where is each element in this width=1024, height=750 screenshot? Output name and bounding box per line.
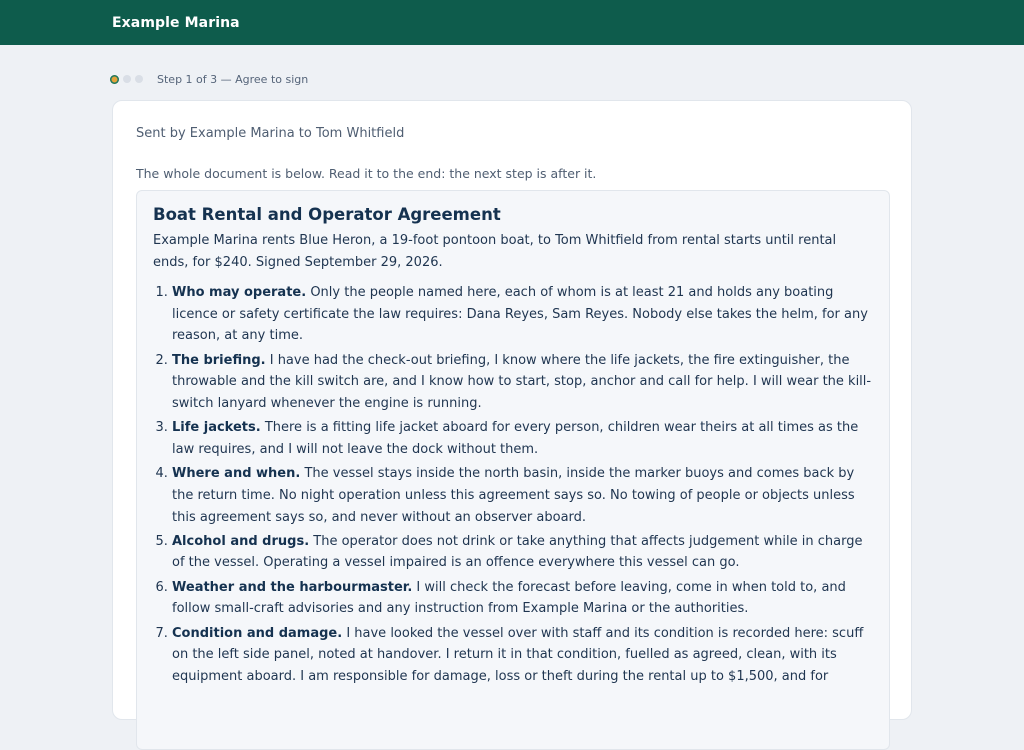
step-indicator xyxy=(110,72,308,86)
clause-text: There is a fitting life jacket aboard for every person, children wear theirs at all times as the law requires, and I will not leave the dock without them. xyxy=(172,420,859,457)
clause-item xyxy=(172,463,873,528)
document-title: Boat Rental and Operator Agreement xyxy=(153,205,501,224)
clause-text: The operator does not drink or take anything that affects judgement while in charge of the vessel. Operating a vessel impaired is an offence everywhere this vessel can go. xyxy=(172,533,863,571)
clause-item xyxy=(172,350,873,415)
agreement-document[interactable] xyxy=(136,190,890,750)
clause-heading: Weather and the harbourmaster. xyxy=(172,579,413,595)
clause-text: I will check the forecast before leaving, come in when told to, and follow small-craft advisories and any instruction from Example Marina or the authorities. xyxy=(172,579,846,617)
step-label: Step 1 of 3 — Agree to sign xyxy=(157,72,309,86)
step-dot-2 xyxy=(123,75,131,83)
clause-text: I have had the check-out briefing, I know where the life jackets, the fire extinguisher, the throwable and the kill switch are, and I know how to start, stop, anchor and call for help. I will wear the kill-switch lanyard whenever the engine is running. xyxy=(172,352,872,412)
clause-heading: Who may operate. xyxy=(172,285,307,300)
clause-item xyxy=(172,623,873,688)
step-dot-1 xyxy=(110,75,119,84)
signing-card xyxy=(112,100,912,720)
clause-heading: The briefing. xyxy=(172,352,266,368)
step-dot-3 xyxy=(135,75,143,83)
clause-heading: Condition and damage. xyxy=(172,625,343,641)
clause-item xyxy=(172,417,873,460)
brand-name: Example Marina xyxy=(112,14,240,31)
clause-item xyxy=(172,282,873,347)
clause-text: Only the people named here, each of whom is at least 21 and holds any boating licence or safety certificate the law requires: Dana Reyes, Sam Reyes. Nobody else takes the helm, for any reason, at any time. xyxy=(172,285,868,344)
clause-heading: Alcohol and drugs. xyxy=(172,533,310,549)
instructions-text: The whole document is below. Read it to the end: the next step is after it. xyxy=(136,166,597,181)
clause-text: I have looked the vessel over with staff and its condition is recorded here: scuff on the left side panel, noted at handover. I return it in that condition, fuelled as agreed, clean, with its equipment aboard. I am responsible for damage, loss or theft during the rental up to $1,500, and for xyxy=(172,625,864,684)
clause-item xyxy=(172,531,873,574)
clause-list xyxy=(153,282,873,688)
clause-text: The vessel stays inside the north basin, inside the marker buoys and comes back by the return time. No night operation unless this agreement says so. No towing of people or objects unless this agreement says so, and never without an observer aboard. xyxy=(172,466,855,525)
document-lead: Example Marina rents Blue Heron, a 19-foot pontoon boat, to Tom Whitfield from rental starts until rental ends, for $240. Signed September 29, 2026. xyxy=(153,233,837,270)
clause-item xyxy=(172,577,873,620)
sent-by-text: Sent by Example Marina to Tom Whitfield xyxy=(136,126,405,141)
clause-heading: Where and when. xyxy=(172,466,301,482)
clause-heading: Life jackets. xyxy=(172,420,261,436)
top-bar xyxy=(0,0,1024,45)
